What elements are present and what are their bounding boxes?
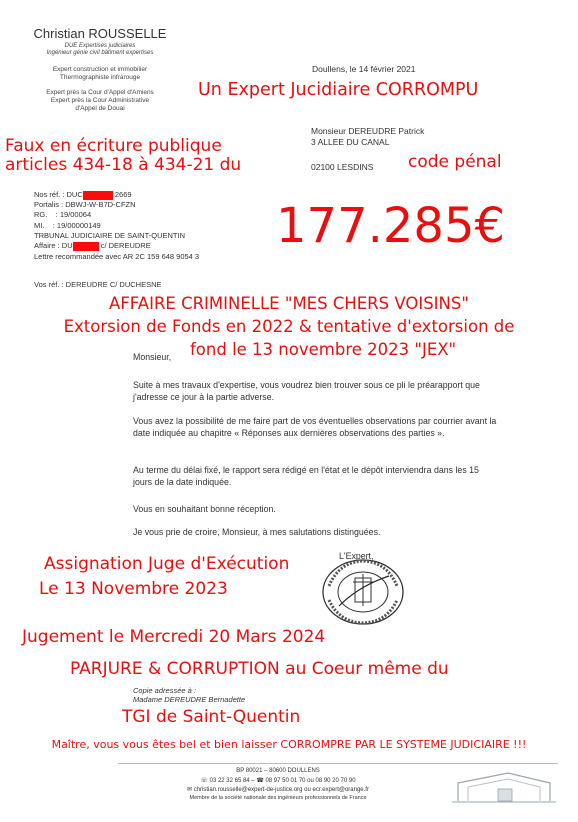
annotation-assignation: Assignation Juge d'Exécution bbox=[44, 554, 290, 574]
annotation-faux-2: articles 434-18 à 434-21 du bbox=[5, 155, 242, 175]
ref-mi: MI. : 19/00000149 bbox=[34, 221, 101, 230]
footer-divider bbox=[118, 763, 558, 764]
letter-paragraph-4: Vous en souhaitant bonne réception. bbox=[133, 504, 276, 514]
redaction-mark bbox=[83, 191, 113, 200]
specialty-line-1: Expert construction et immobilier bbox=[52, 66, 148, 73]
redaction-mark bbox=[73, 242, 99, 251]
annotation-tgi: TGI de Saint-Quentin bbox=[122, 707, 301, 727]
annotation-maitre: Maître, vous vous êtes bel et bien laisser CORROMPRE PAR LE SYSTEME JUDICIAIRE !!! bbox=[51, 738, 527, 751]
credentials-line-1: DUE Expertises judiciaires bbox=[64, 43, 136, 49]
letter-closing: L'Expert, bbox=[339, 551, 374, 561]
ref-vos: Vos réf. : DEREUDRE C/ DUCHESNE bbox=[34, 280, 162, 289]
letter-salutation: Monsieur, bbox=[133, 352, 172, 362]
recipient-name: Monsieur DEREUDRE Patrick bbox=[311, 126, 425, 136]
recipient-city: 02100 LESDINS bbox=[311, 162, 374, 172]
expert-stamp bbox=[319, 556, 409, 628]
court-line-2: Expert près la Cour Administrative bbox=[50, 97, 150, 104]
court-line-3: d'Appel de Douai bbox=[75, 105, 125, 112]
copy-to: Madame DEREUDRE Bernadette bbox=[133, 695, 246, 704]
annotation-parjure: PARJURE & CORRUPTION au Coeur même du bbox=[70, 659, 449, 679]
ref-recommandee: Lettre recommandée avec AR 2C 159 648 9054 3 bbox=[34, 252, 200, 261]
footer-member: Membre de la société nationale des ingénieurs professionnels de France bbox=[189, 795, 367, 801]
letter-paragraph-3: Au terme du délai fixé, le rapport sera rédigé en l'état et le dépôt interviendra dans les 15 jours de la date indiquée. bbox=[133, 465, 479, 487]
annotation-code-penal: code pénal bbox=[408, 152, 502, 172]
annotation-expert: Un Expert Jucidiaire CORROMPU bbox=[198, 80, 479, 100]
footer-phone: ☏ 03 22 32 65 84 – ☎ 08 97 50 01 70 ou 08 90 20 70 90 bbox=[200, 778, 356, 784]
annotation-jugement: Jugement le Mercredi 20 Mars 2024 bbox=[22, 627, 326, 647]
letter-paragraph-2: Vous avez la possibilité de me faire part de vos éventuelles observations par courrier avant la date indiquée au chapitre « Réponses aux dernières observations des parties ». bbox=[133, 416, 497, 438]
footer-logo bbox=[448, 767, 560, 807]
ref-affaire bbox=[34, 241, 151, 251]
ref-affaire-suffix: c/ DEREUDRE bbox=[100, 241, 151, 250]
ref-affaire-label: Affaire : DU bbox=[34, 241, 73, 250]
ref-portalis: Portalis : DBWJ-W-B7D-CFZN bbox=[34, 200, 136, 209]
ref-nos bbox=[34, 190, 132, 200]
letterhead-name: Christian ROUSSELLE bbox=[33, 26, 167, 41]
stamp-seal-icon bbox=[319, 556, 409, 628]
ref-nos-suffix: 2669 bbox=[114, 190, 132, 199]
annotation-affaire: AFFAIRE CRIMINELLE "MES CHERS VOISINS" bbox=[109, 294, 469, 313]
court-line-1: Expert près la Cour d'Appel d'Amiens bbox=[46, 89, 154, 96]
credentials-line-2: Ingénieur génie civil bâtiment expertises bbox=[46, 50, 154, 56]
specialty-line-2: Thermographiste infrarouge bbox=[59, 74, 141, 81]
copy-label: Copie adressée à : bbox=[133, 686, 196, 695]
footer-email: ✉ christian.rousselle@expert-de-justice.org ou ecr.expert@orange.fr bbox=[187, 787, 369, 793]
recipient-address: 3 ALLEE DU CANAL bbox=[311, 137, 390, 147]
society-logo-icon bbox=[448, 767, 560, 807]
letter-paragraph-1: Suite à mes travaux d'expertise, vous voudrez bien trouver sous ce pli le préarapport que j'adresse ce jour à la partie adverse. bbox=[133, 380, 480, 402]
annotation-assignation-date: Le 13 Novembre 2023 bbox=[39, 579, 228, 599]
ref-nos-label: Nos réf. : DUC bbox=[34, 190, 83, 199]
place-date: Doullens, le 14 février 2021 bbox=[312, 64, 416, 74]
annotation-fond: fond le 13 novembre 2023 "JEX" bbox=[190, 340, 457, 359]
ref-rg: RG. : 19/00064 bbox=[34, 210, 92, 219]
annotation-amount: 177.285€ bbox=[276, 198, 506, 254]
annotation-faux-1: Faux en écriture publique bbox=[5, 136, 222, 156]
ref-tribunal: TRBUNAL JUDICIAIRE DE SAINT-QUENTIN bbox=[34, 231, 185, 240]
annotation-extorsion: Extorsion de Fonds en 2022 & tentative d'extorsion de bbox=[63, 317, 515, 336]
footer-address: BP 80021 – 80600 DOULLENS bbox=[236, 768, 320, 774]
letter-paragraph-5: Je vous prie de croire, Monsieur, à mes salutations distinguées. bbox=[133, 527, 381, 537]
